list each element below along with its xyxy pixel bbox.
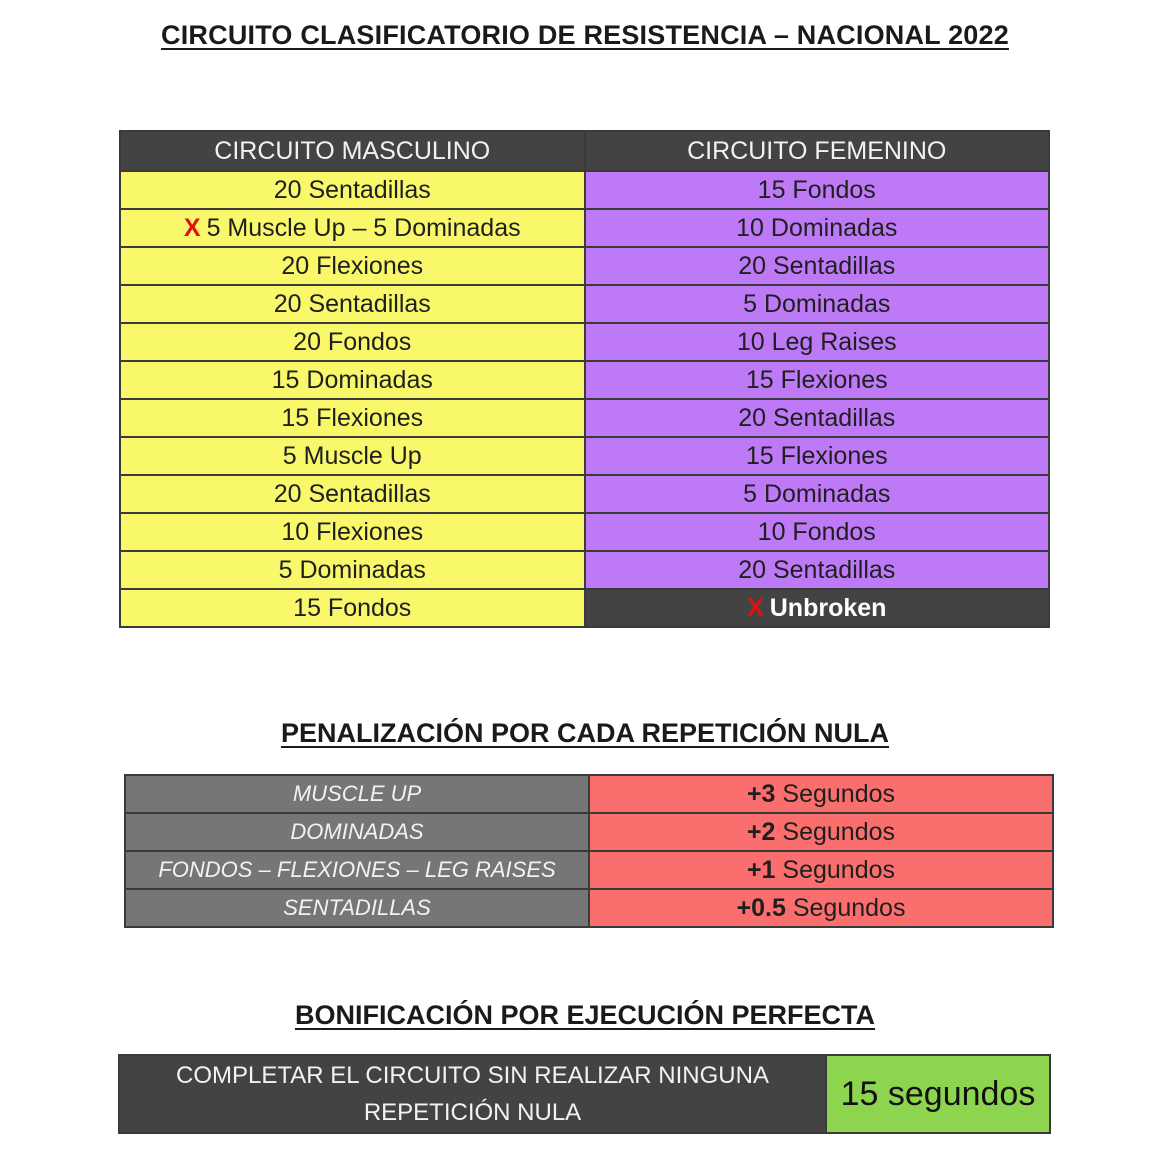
male-exercise: 15 Flexiones bbox=[120, 399, 585, 437]
male-exercise: 20 Fondos bbox=[120, 323, 585, 361]
female-circuit-header: CIRCUITO FEMENINO bbox=[585, 131, 1050, 171]
penalty-unit: Segundos bbox=[792, 893, 906, 922]
table-row bbox=[119, 1055, 1050, 1133]
page-title: CIRCUITO CLASIFICATORIO DE RESISTENCIA – NACIONAL 2022 bbox=[161, 20, 1009, 50]
male-exercise: 5 Muscle Up bbox=[120, 437, 585, 475]
bonus-value: 15 segundos bbox=[826, 1055, 1050, 1133]
penalty-heading: PENALIZACIÓN POR CADA REPETICIÓN NULA bbox=[280, 718, 889, 748]
male-exercise: 20 Flexiones bbox=[120, 247, 585, 285]
male-exercise: 5 Dominadas bbox=[120, 551, 585, 589]
unbroken-label: Unbroken bbox=[769, 593, 887, 622]
male-exercise-label: 5 Muscle Up – 5 Dominadas bbox=[206, 213, 521, 242]
penalty-unit: Segundos bbox=[782, 779, 896, 808]
bonus-heading: BONIFICACIÓN POR EJECUCIÓN PERFECTA bbox=[294, 1000, 876, 1030]
table-row bbox=[120, 475, 1049, 513]
male-circuit-header: CIRCUITO MASCULINO bbox=[120, 131, 585, 171]
female-exercise: 15 Flexiones bbox=[585, 437, 1050, 475]
table-row bbox=[120, 247, 1049, 285]
table-row bbox=[125, 889, 1053, 927]
female-exercise: 10 Fondos bbox=[585, 513, 1050, 551]
unbroken-cell bbox=[585, 589, 1050, 627]
male-exercise: 15 Dominadas bbox=[120, 361, 585, 399]
circuit-table bbox=[119, 130, 1050, 628]
bonus-description bbox=[119, 1055, 826, 1133]
table-row bbox=[120, 285, 1049, 323]
table-row bbox=[120, 437, 1049, 475]
penalty-amount: +1 bbox=[746, 855, 776, 884]
male-exercise: 20 Sentadillas bbox=[120, 171, 585, 209]
penalty-exercise: MUSCLE UP bbox=[125, 775, 589, 813]
penalty-table bbox=[124, 774, 1054, 928]
penalty-exercise: DOMINADAS bbox=[125, 813, 589, 851]
table-row bbox=[125, 813, 1053, 851]
bonus-description-line2: REPETICIÓN NULA bbox=[363, 1099, 582, 1126]
penalty-unit: Segundos bbox=[782, 855, 896, 884]
x-mark-icon: X bbox=[747, 593, 764, 622]
table-row bbox=[120, 551, 1049, 589]
male-exercise bbox=[120, 209, 585, 247]
table-row bbox=[125, 775, 1053, 813]
male-exercise: 20 Sentadillas bbox=[120, 475, 585, 513]
female-exercise: 20 Sentadillas bbox=[585, 399, 1050, 437]
table-row bbox=[120, 209, 1049, 247]
penalty-amount: +0.5 bbox=[736, 893, 786, 922]
bonus-description-line1: COMPLETAR EL CIRCUITO SIN REALIZAR NINGUNA bbox=[176, 1062, 769, 1089]
x-mark-icon: X bbox=[183, 213, 201, 242]
bonus-table bbox=[118, 1054, 1051, 1134]
table-row bbox=[120, 399, 1049, 437]
female-exercise: 20 Sentadillas bbox=[585, 247, 1050, 285]
table-row bbox=[120, 323, 1049, 361]
table-row bbox=[125, 851, 1053, 889]
male-exercise: 20 Sentadillas bbox=[120, 285, 585, 323]
penalty-amount: +3 bbox=[746, 779, 776, 808]
penalty-unit: Segundos bbox=[782, 817, 896, 846]
penalty-value bbox=[589, 851, 1053, 889]
table-row bbox=[120, 589, 1049, 627]
female-exercise: 15 Fondos bbox=[585, 171, 1050, 209]
circuit-header-row bbox=[120, 131, 1049, 171]
penalty-exercise: SENTADILLAS bbox=[125, 889, 589, 927]
penalty-amount: +2 bbox=[746, 817, 776, 846]
female-exercise: 15 Flexiones bbox=[585, 361, 1050, 399]
male-exercise: 10 Flexiones bbox=[120, 513, 585, 551]
penalty-value bbox=[589, 775, 1053, 813]
female-exercise: 10 Dominadas bbox=[585, 209, 1050, 247]
male-exercise: 15 Fondos bbox=[120, 589, 585, 627]
table-row bbox=[120, 361, 1049, 399]
table-row bbox=[120, 513, 1049, 551]
penalty-value bbox=[589, 889, 1053, 927]
female-exercise: 5 Dominadas bbox=[585, 285, 1050, 323]
female-exercise: 10 Leg Raises bbox=[585, 323, 1050, 361]
female-exercise: 5 Dominadas bbox=[585, 475, 1050, 513]
penalty-exercise: FONDOS – FLEXIONES – LEG RAISES bbox=[125, 851, 589, 889]
table-row bbox=[120, 171, 1049, 209]
penalty-value bbox=[589, 813, 1053, 851]
female-exercise: 20 Sentadillas bbox=[585, 551, 1050, 589]
